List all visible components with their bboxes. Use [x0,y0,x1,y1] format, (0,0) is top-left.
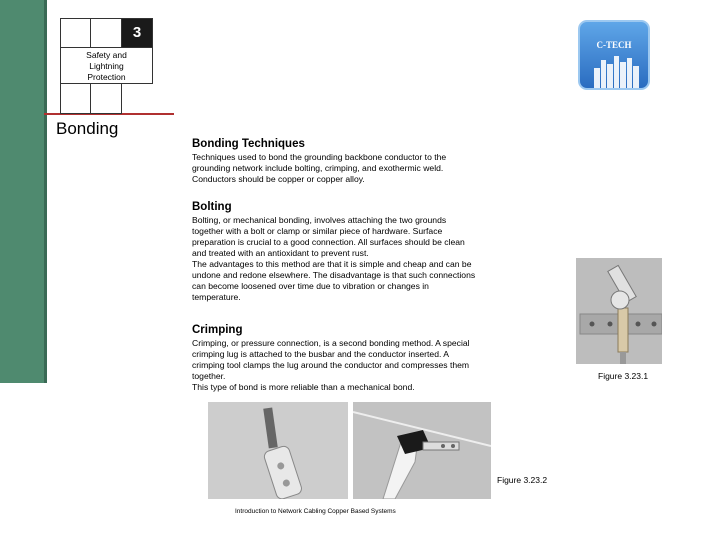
chapter-cell [60,83,91,114]
chapter-cell [90,83,122,114]
bolted-lug-illustration [576,258,662,364]
left-accent-bar [0,0,44,383]
chapter-label [60,47,153,84]
figure-crimping-tool-photo [353,402,491,499]
figure-crimp-lug-photo [208,402,348,499]
chapter-cell [90,18,122,48]
figure-2-caption: Figure 3.23.2 [497,475,548,485]
figure-bolted-lug-photo [576,258,662,364]
chapter-label-line: Safety and [86,50,127,60]
skyline-icon [580,22,650,90]
crimping-tool-illustration [353,402,491,499]
heading-bonding-techniques: Bonding Techniques [192,138,305,150]
logo-text: C-TECH [596,40,632,50]
paragraph-crimping: Crimping, or pressure connection, is a second bonding method. A special crimping lug is attached to the busbar and the conductor inserted. A crimping tool clamps the lug around the conductor and compresses them together. This type of bond is more reliable than a mechanical bond. [192,338,470,392]
chapter-label-line: Lightning [89,61,124,71]
chapter-label-line: Protection [87,72,126,82]
paragraph-bolting: Bolting, or mechanical bonding, involves attaching the two grounds together with a bolt or clamp or similar piece of hardware. Surface preparation is crucial to a good connection. All surfaces should be clean and treated with an antioxidant to prevent rust. The advantages to this method are that it is simple and cheap and can be undone and redone elsewhere. The disadvantage is that such connections can become loosened over time due to vibration or changes in temperature. [192,215,476,302]
footer-text: Introduction to Network Cabling Copper Based Systems [235,508,396,515]
accent-bar-shadow [44,0,47,383]
chapter-number: 3 [121,18,153,48]
paragraph-bonding-techniques: Techniques used to bond the grounding backbone conductor to the grounding network include bolting, crimping, and exothermic weld. Conductors should be copper or copper alloy. [192,152,447,184]
figure-1-caption: Figure 3.23.1 [598,371,649,381]
heading-bolting: Bolting [192,201,232,213]
chapter-cell [60,18,91,48]
heading-crimping: Crimping [192,324,243,336]
crimp-lug-illustration [208,402,348,499]
page-title: Bonding [56,119,119,138]
c-tech-logo [578,20,650,90]
